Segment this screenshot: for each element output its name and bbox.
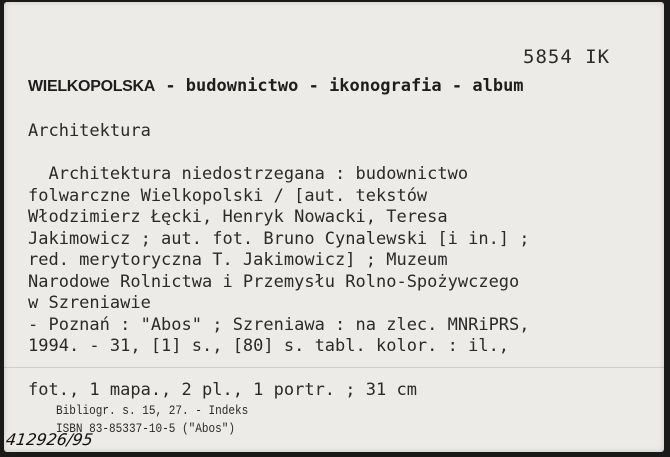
isbn-note: ISBN 83-85337-10-5 ("Abos") <box>56 421 236 436</box>
description-line: Włodzimierz Łęcki, Henryk Nowacki, Teresa <box>28 207 448 227</box>
subject-heading <box>28 76 524 96</box>
description-line: Jakimowicz ; aut. fot. Bruno Cynalewski [i in.] ; <box>28 228 530 249</box>
description-line: Narodowe Rolnictwa i Przemysłu Rolno-Spożywczego <box>28 271 520 292</box>
description-line: 1994. - 31, [1] s., [80] s. tabl. kolor. : il., <box>28 336 510 356</box>
card-fold-line <box>4 367 664 368</box>
bibliographic-description <box>28 164 530 358</box>
description-line: folwarczne Wielkopolski / [aut. tekstów <box>28 185 428 206</box>
description-line: red. merytoryczna T. Jakimowicz] ; Muzeum <box>28 250 448 270</box>
physical-description: fot., 1 mapa., 2 pl., 1 portr. ; 31 cm <box>28 380 417 400</box>
inventory-number: 412926/95 <box>4 430 95 449</box>
description-line: - Poznań : "Abos" ; Szreniawa : na zlec. MNRiPRS, <box>28 314 530 335</box>
subject-main: WIELKOPOLSKA <box>28 78 156 95</box>
subject-subdivisions: - budownictwo - ikonografia - album <box>155 76 524 96</box>
description-line: w Szreniawie <box>28 293 151 313</box>
call-number: 5854 IK <box>523 46 611 68</box>
section-label: Architektura <box>28 121 151 141</box>
bibliography-note: Bibliogr. s. 15, 27. - Indeks <box>56 403 249 418</box>
description-line: Architektura niedostrzegana : budownictwo <box>28 164 469 184</box>
